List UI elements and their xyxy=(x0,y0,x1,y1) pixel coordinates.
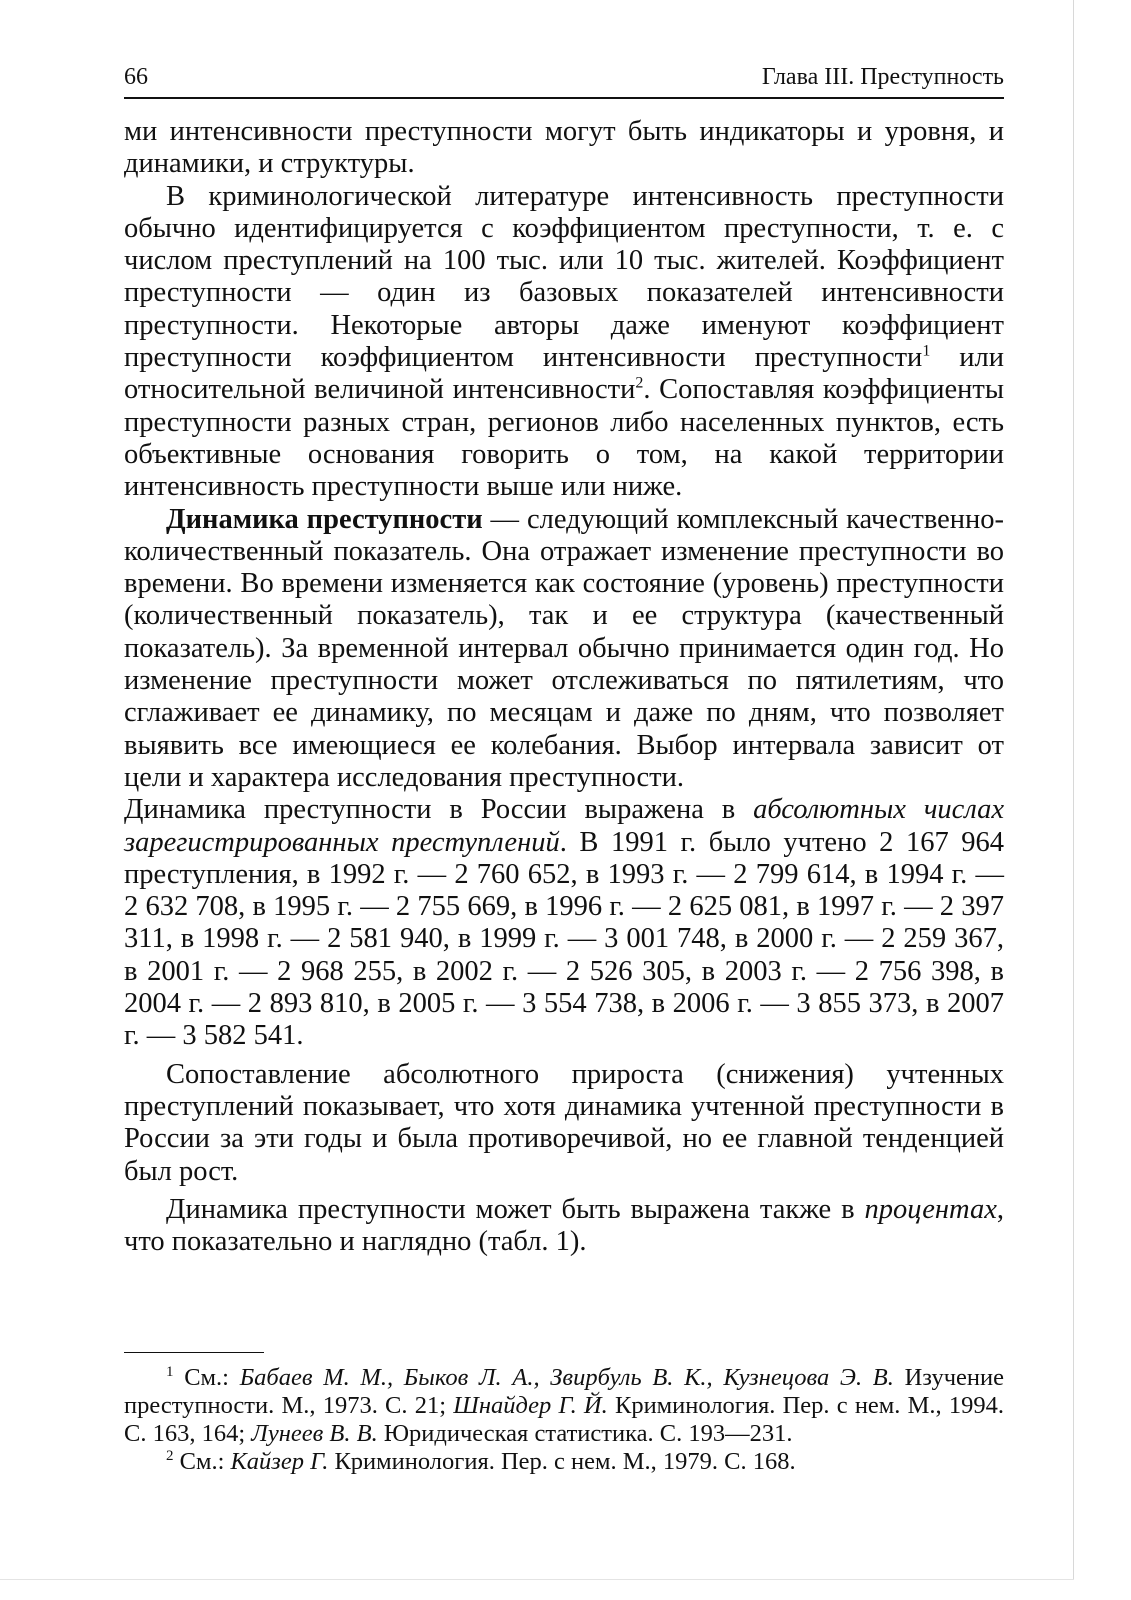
footnote-marker: 2 xyxy=(166,1447,174,1464)
running-head: Глава III. Преступность xyxy=(761,64,1004,90)
paragraph-text: или относительной величиной интенсивности xyxy=(124,342,1004,406)
footnote-prefix: См.: xyxy=(173,1364,240,1391)
footnote-authors: Бабаев М. М., Быков Л. А., Звирбуль В. К., Кузнецова Э. В. xyxy=(239,1364,894,1391)
italic-phrase: абсолютных числах зарегистрированных преступлений xyxy=(124,794,1004,858)
footnote-prefix: См.: xyxy=(173,1448,231,1475)
page-edge-line xyxy=(1073,0,1074,1580)
footnote-authors: Кайзер Г. xyxy=(230,1448,329,1475)
footnote-ref-2[interactable]: 2 xyxy=(635,374,644,392)
footnote-text: Криминология. Пер. с нем. М., 1979. С. 168. xyxy=(328,1448,796,1475)
paragraph-intensity xyxy=(124,181,1004,504)
page-bottom-line xyxy=(0,1579,1074,1580)
footnote-marker: 1 xyxy=(166,1363,174,1380)
footnote-authors: Шнайдер Г. Й. xyxy=(453,1392,608,1419)
paragraph-text: Динамика преступности в России выражена в xyxy=(124,794,754,826)
paragraph-text: В криминологической литературе интенсивность преступности обычно идентифицируется с коэффициентом преступности, т. е. с числом преступлений на 100 тыс. или 10 тыс. жителей. Коэффициент преступности — один из базовых показателей интенсивности преступности. Некоторые авторы даже именуют коэффициент преступности коэффициентом интенсивности преступности xyxy=(124,180,1004,374)
paragraph-text: ми интенсивности преступности могут быть индикаторы и уровня, и динамики, и структуры. xyxy=(124,116,1004,180)
italic-phrase: процентах xyxy=(864,1193,997,1225)
footnote-text: Криминология. Пер. с нем. М., 1994. С. 163, 164; xyxy=(124,1392,1005,1447)
page-number: 66 xyxy=(124,64,148,90)
footnote-ref-1[interactable]: 1 xyxy=(922,342,931,360)
footnote-rule xyxy=(124,1352,264,1353)
footnotes xyxy=(124,1364,1004,1476)
paragraph-comparison xyxy=(124,1059,1004,1188)
paragraph-dynamics-definition xyxy=(124,504,1004,795)
footnote-2 xyxy=(124,1448,1004,1476)
footnote-authors: Лунеев В. В. xyxy=(251,1420,378,1447)
paragraph-continuation xyxy=(124,116,1004,181)
paragraph-text: Динамика преступности может быть выражена также в xyxy=(166,1193,865,1225)
paragraph-percent xyxy=(124,1194,1004,1259)
term-dynamics: Динамика преступности xyxy=(166,503,483,535)
footnote-1 xyxy=(124,1364,1004,1448)
paragraph-text: Сопоставление абсолютного прироста (снижения) учтенных преступлений показывает, что хотя динамика учтенной преступности в России за эти годы и была противоречивой, но ее главной тенденцией был рост. xyxy=(124,1058,1004,1187)
body-text xyxy=(124,116,1004,1258)
footnote-text: Юридическая статистика. С. 193—231. xyxy=(377,1420,793,1447)
paragraph-text: — следующий комплексный качественно-количественный показатель. Она отражает изменение преступности во времени. Во времени изменяется как состояние (уровень) преступности (количественный показатель), так и ее структура (качественный показатель). За временной интервал обычно принимается один год. Но изменение преступности может отслеживаться по пятилетиям, что сглаживает ее динамику, по месяцам и даже по дням, что позволяет выявить все имеющиеся ее колебания. Выбор интервала зависит от цели и характера исследования преступности. xyxy=(124,503,1004,793)
footnote-text: Изучение преступности. М., 1973. С. 21; xyxy=(124,1364,1004,1419)
paragraph-dynamics-russia xyxy=(124,794,1004,1052)
page-header xyxy=(124,62,1004,96)
paragraph-text: , что показательно и наглядно (табл. 1). xyxy=(124,1193,1004,1258)
paragraph-text: . Сопоставляя коэффициенты преступности разных стран, регионов либо населенных пунктов, есть объективные основания говорить о том, на какой территории интенсивность преступности выше или ниже. xyxy=(124,374,1004,503)
paragraph-text: . В 1991 г. было учтено 2 167 964 преступления, в 1992 г. — 2 760 652, в 1993 г. — 2 799 614, в 1994 г. — 2 632 708, в 1995 г. — 2 755 669, в 1996 г. — 2 625 081, в 1997 г. — 2 397 311, в 1998 г. — 2 581 940, в 1999 г. — 3 001 748, в 2000 г. — 2 259 367, в 2001 г. — 2 968 255, в 2002 г. — 2 526 305, в 2003 г. — 2 756 398, в 2004 г. — 2 893 810, в 2005 г. — 3 554 738, в 2006 г. — 3 855 373, в 2007 г. — 3 582 541. xyxy=(124,826,1005,1052)
header-rule xyxy=(124,97,1004,99)
